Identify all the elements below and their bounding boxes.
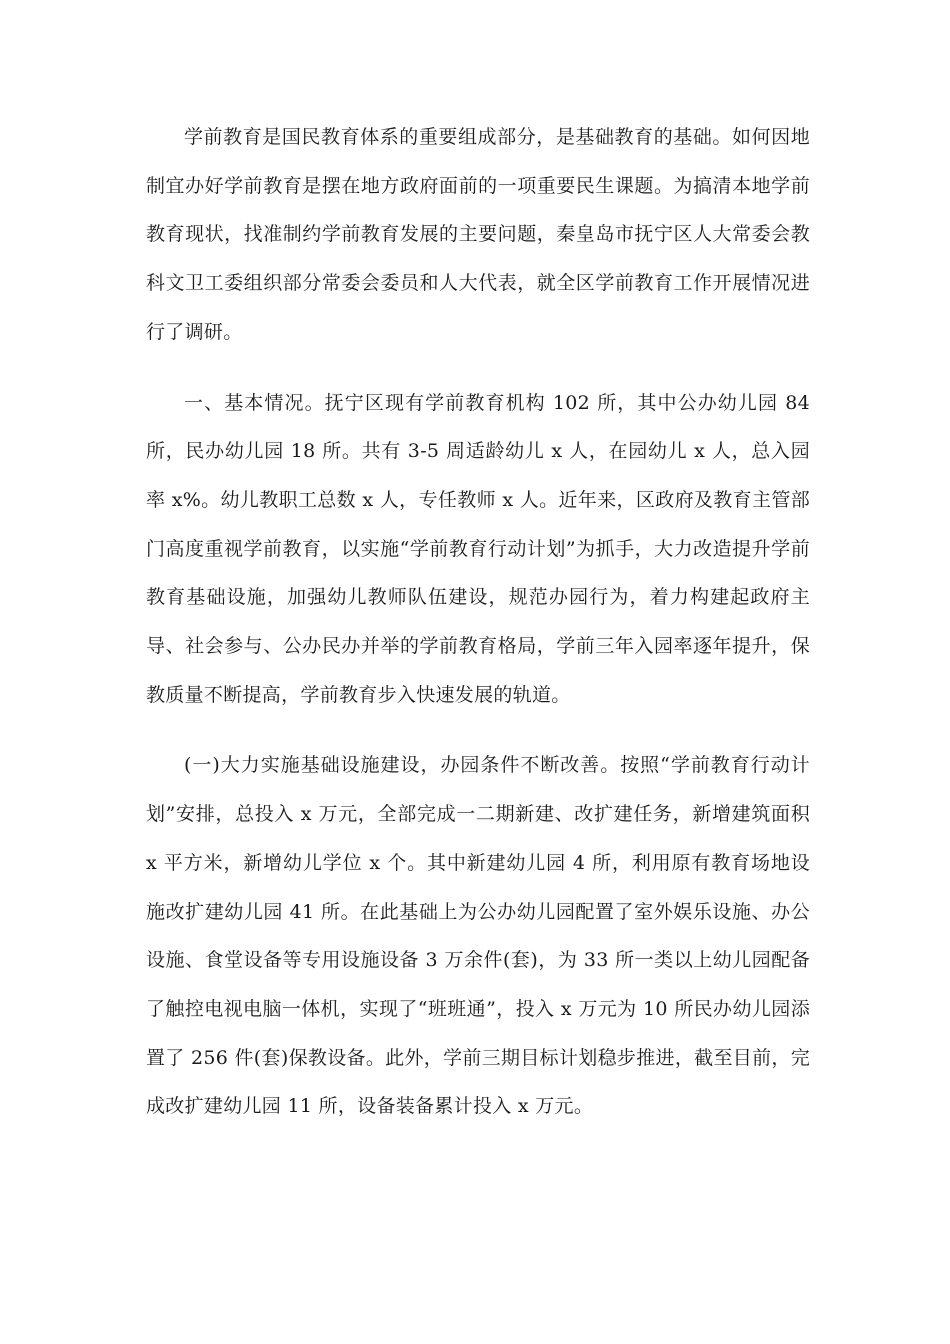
paragraph-basic-situation: 一、基本情况。抚宁区现有学前教育机构 102 所，其中公办幼儿园 84 所，民办幼儿园 18 所。共有 3-5 周适龄幼儿 x 人，在园幼儿 x 人，总入园率 x%。幼儿教职工总数 x 人，专任教师 x 人。近年来，区政府及教育主管部门高度重视学前教育，以实施“学前教育行动计划”为抓手，大力改造提升学前教育基础设施，加强幼儿教师队伍建设，规范办园行为，着力构建起政府主导、社会参与、公办民办并举的学前教育格局，学前三年入园率逐年提升，保教质量不断提高，学前教育步入快速发展的轨道。 (146, 391, 810, 706)
paragraph-infrastructure: (一)大力实施基础设施建设，办园条件不断改善。按照“学前教育行动计划”安排，总投入 x 万元，全部完成一二期新建、改扩建任务，新增建筑面积 x 平方米，新增幼儿学位 x 个。其中新建幼儿园 4 所，利用原有教育场地设施改扩建幼儿园 41 所。在此基础上为公办幼儿园配置了室外娱乐设施、办公设施、食堂设备等专用设施设备 3 万余件(套)，为 33 所一类以上幼儿园配备了触控电视电脑一体机，实现了“班班通”，投入 x 万元为 10 所民办幼儿园添置了 256 件(套)保教设备。此外，学前三期目标计划稳步推进，截至目前，完成改扩建幼儿园 11 所，设备装备累计投入 x 万元。 (146, 754, 810, 1118)
document-body (146, 113, 810, 1131)
paragraph-intro: 学前教育是国民教育体系的重要组成部分，是基础教育的基础。如何因地制宜办好学前教育是摆在地方政府面前的一项重要民生课题。为搞清本地学前教育现状，找准制约学前教育发展的主要问题，秦皇岛市抚宁区人大常委会教科文卫工委组织部分常委会委员和人大代表，就全区学前教育工作开展情况进行了调研。 (146, 126, 810, 343)
